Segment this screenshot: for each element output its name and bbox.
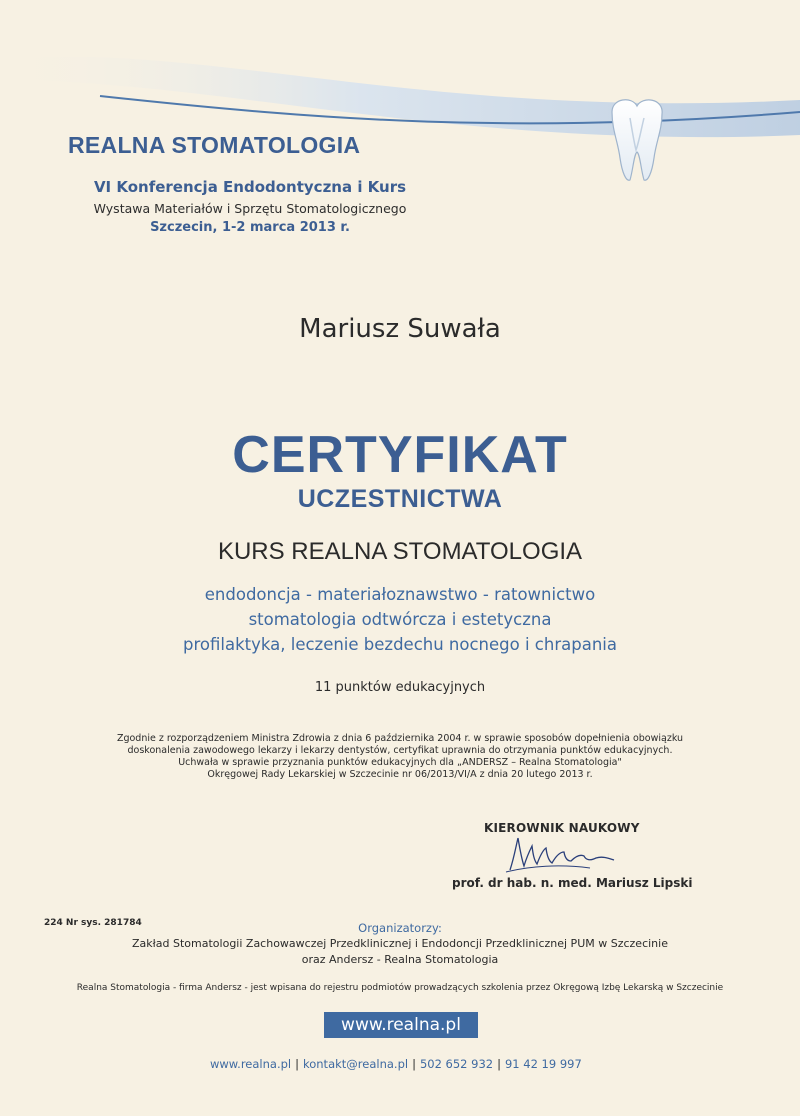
topic-line: stomatologia odtwórcza i estetyczna — [248, 610, 552, 629]
separator: | — [497, 1057, 501, 1071]
contact-bar — [210, 1057, 610, 1071]
contact-website[interactable]: www.realna.pl — [210, 1057, 292, 1071]
tooth-icon — [592, 90, 682, 190]
separator: | — [412, 1057, 416, 1071]
certificate-title: CERTYFIKAT — [232, 426, 568, 484]
contact-email[interactable]: kontakt@realna.pl — [302, 1057, 409, 1071]
signatory-name: prof. dr hab. n. med. Mariusz Lipski — [452, 876, 693, 890]
website-banner[interactable]: www.realna.pl — [324, 1012, 478, 1038]
signatory-role: KIEROWNIK NAUKOWY — [484, 821, 640, 835]
certificate-subtitle: UCZESTNICTWA — [297, 485, 503, 513]
education-points: 11 punktów edukacyjnych — [314, 680, 486, 695]
conference-date: Szczecin, 1-2 marca 2013 r. — [150, 220, 350, 235]
organizers-heading: Organizatorzy: — [358, 921, 442, 935]
organizer-line: Zakład Stomatologii Zachowawczej Przedklinicznej i Endodoncji Przedklinicznej PUM w Szczecinie — [132, 937, 668, 950]
legal-text-line: Okręgowej Rady Lekarskiej w Szczecinie nr 06/2013/VI/A z dnia 20 lutego 2013 r. — [207, 769, 593, 780]
legal-text-line: doskonalenia zawodowego lekarzy i lekarzy dentystów, certyfikat uprawnia do otrzymania punktów edukacyjnych. — [127, 745, 673, 756]
recipient-name: Mariusz Suwała — [299, 314, 501, 344]
topic-line: endodoncja - materiałoznawstwo - ratownictwo — [204, 585, 596, 604]
system-number: 224 Nr sys. 281784 — [44, 918, 142, 928]
organizer-line: oraz Andersz - Realna Stomatologia — [301, 953, 499, 966]
contact-phone: 502 652 932 — [419, 1057, 494, 1071]
conference-exhibition: Wystawa Materiałów i Sprzętu Stomatologicznego — [93, 201, 407, 216]
legal-text-line: Zgodnie z rozporządzeniem Ministra Zdrowia z dnia 6 października 2004 r. w sprawie sposobów dopełnienia obowiązku — [116, 733, 684, 744]
legal-text-line: Uchwała w sprawie przyznania punktów edukacyjnych dla „ANDERSZ – Realna Stomatologia" — [178, 757, 622, 768]
registry-note: Realna Stomatologia - firma Andersz - jest wpisana do rejestru podmiotów prowadzących szkolenia przez Okręgową Izbę Lekarską w Szczecinie — [76, 983, 724, 993]
brand-name: REALNA STOMATOLOGIA — [68, 132, 361, 158]
signature — [500, 828, 630, 878]
course-name: KURS REALNA STOMATOLOGIA — [217, 538, 583, 565]
contact-phone: 91 42 19 997 — [504, 1057, 582, 1071]
topic-line: profilaktyka, leczenie bezdechu nocnego i chrapania — [183, 635, 617, 654]
separator: | — [295, 1057, 299, 1071]
conference-title: VI Konferencja Endodontyczna i Kurs — [93, 178, 407, 196]
